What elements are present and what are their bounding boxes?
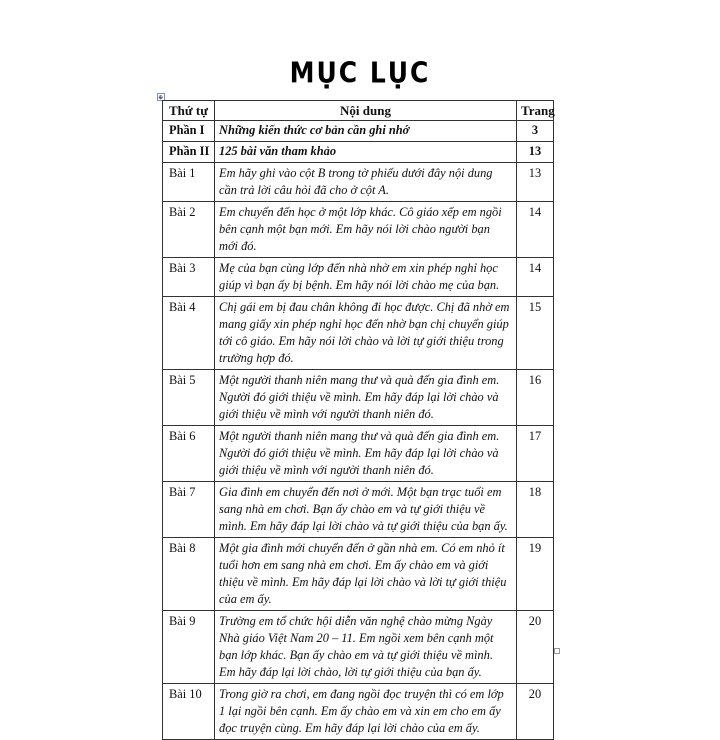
table-header-row [163,101,554,121]
row-content: 125 bài văn tham khảo [215,142,517,163]
row-content: Trong giờ ra chơi, em đang ngồi đọc truyện thì có em lớp 1 lại ngồi bên cạnh. Em ấy chào em và xin em cho em ấy đọc truyện cùng. Em hãy đáp lại lời chào của em ấy. [215,684,517,740]
row-page: 15 [517,297,554,370]
row-number: Bài 9 [163,611,215,684]
row-content: Em hãy ghi vào cột B trong tờ phiếu dưới đây nội dung cần trả lời câu hỏi đã cho ở cột A. [215,163,517,202]
row-number: Bài 8 [163,538,215,611]
row-number: Bài 5 [163,370,215,426]
header-content: Nội dung [215,101,517,121]
table-row [163,611,554,684]
table-row [163,163,554,202]
row-page: 19 [517,538,554,611]
header-page: Trang [517,101,554,121]
row-content: Một người thanh niên mang thư và quà đến gia đình em. Người đó giới thiệu về mình. Em hãy đáp lại lời chào và giới thiệu về mình với người thanh niên đó. [215,370,517,426]
row-content: Một người thanh niên mang thư và quà đến gia đình em. Người đó giới thiệu về mình. Em hãy đáp lại lời chào và giới thiệu về mình với người thanh niên đó. [215,426,517,482]
row-content: Một gia đình mới chuyển đến ở gần nhà em. Có em nhỏ ít tuổi hơn em sang nhà em chơi. Em ấy chào em và giới thiệu về mình. Em hãy đáp lại lời chào và lời tự giới thiệu của em ấy. [215,538,517,611]
row-page: 17 [517,426,554,482]
row-number: Bài 6 [163,426,215,482]
table-row [163,684,554,740]
table-row [163,142,554,163]
row-number: Bài 7 [163,482,215,538]
row-page: 14 [517,258,554,297]
row-page: 16 [517,370,554,426]
row-page: 13 [517,142,554,163]
row-content: Mẹ của bạn cùng lớp đến nhà nhờ em xin phép nghỉ học giúp vì bạn ấy bị bệnh. Em hãy nói lời chào mẹ của bạn. [215,258,517,297]
row-page: 3 [517,121,554,142]
row-number: Phần II [163,142,215,163]
row-page: 20 [517,611,554,684]
row-number: Bài 2 [163,202,215,258]
row-page: 18 [517,482,554,538]
row-page: 13 [517,163,554,202]
row-number: Bài 4 [163,297,215,370]
row-page: 20 [517,684,554,740]
table-row [163,258,554,297]
table-row [163,538,554,611]
table-row [163,297,554,370]
row-content: Chị gái em bị đau chân không đi học được. Chị đã nhờ em mang giấy xin phép nghỉ học đến nhờ bạn chị chuyển giúp tới cô giáo. Em hãy nói lời chào và lời tự giới thiệu trong trường hợp đó. [215,297,517,370]
row-number: Bài 3 [163,258,215,297]
table-row [163,370,554,426]
table-resize-handle[interactable] [554,648,560,654]
table-move-handle-icon[interactable]: ⊕ [158,95,164,101]
table-row [163,426,554,482]
row-content: Gia đình em chuyển đến nơi ở mới. Một bạn trạc tuổi em sang nhà em chơi. Bạn ấy chào em và tự giới thiệu về mình. Em hãy đáp lại lời chào và tự giới thiệu của bạn ấy. [215,482,517,538]
row-number: Bài 10 [163,684,215,740]
row-page: 14 [517,202,554,258]
header-order: Thứ tự [163,101,215,121]
row-number: Phần I [163,121,215,142]
row-content: Em chuyển đến học ở một lớp khác. Cô giáo xếp em ngồi bên cạnh một bạn mới. Em hãy nói lời chào người bạn mới đó. [215,202,517,258]
page-title: MỤC LỤC [289,55,431,90]
table-row [163,482,554,538]
row-content: Những kiến thức cơ bản cần ghi nhớ [215,121,517,142]
table-row [163,121,554,142]
table-row [163,202,554,258]
row-number: Bài 1 [163,163,215,202]
row-content: Trường em tổ chức hội diễn văn nghệ chào mừng Ngày Nhà giáo Việt Nam 20 – 11. Em ngồi xem bên cạnh một bạn lớp khác. Bạn ấy chào em và tự giới thiệu về mình. Em hãy đáp lại lời chào, lời tự giới thiệu của bạn ấy. [215,611,517,684]
table-of-contents [162,100,554,740]
